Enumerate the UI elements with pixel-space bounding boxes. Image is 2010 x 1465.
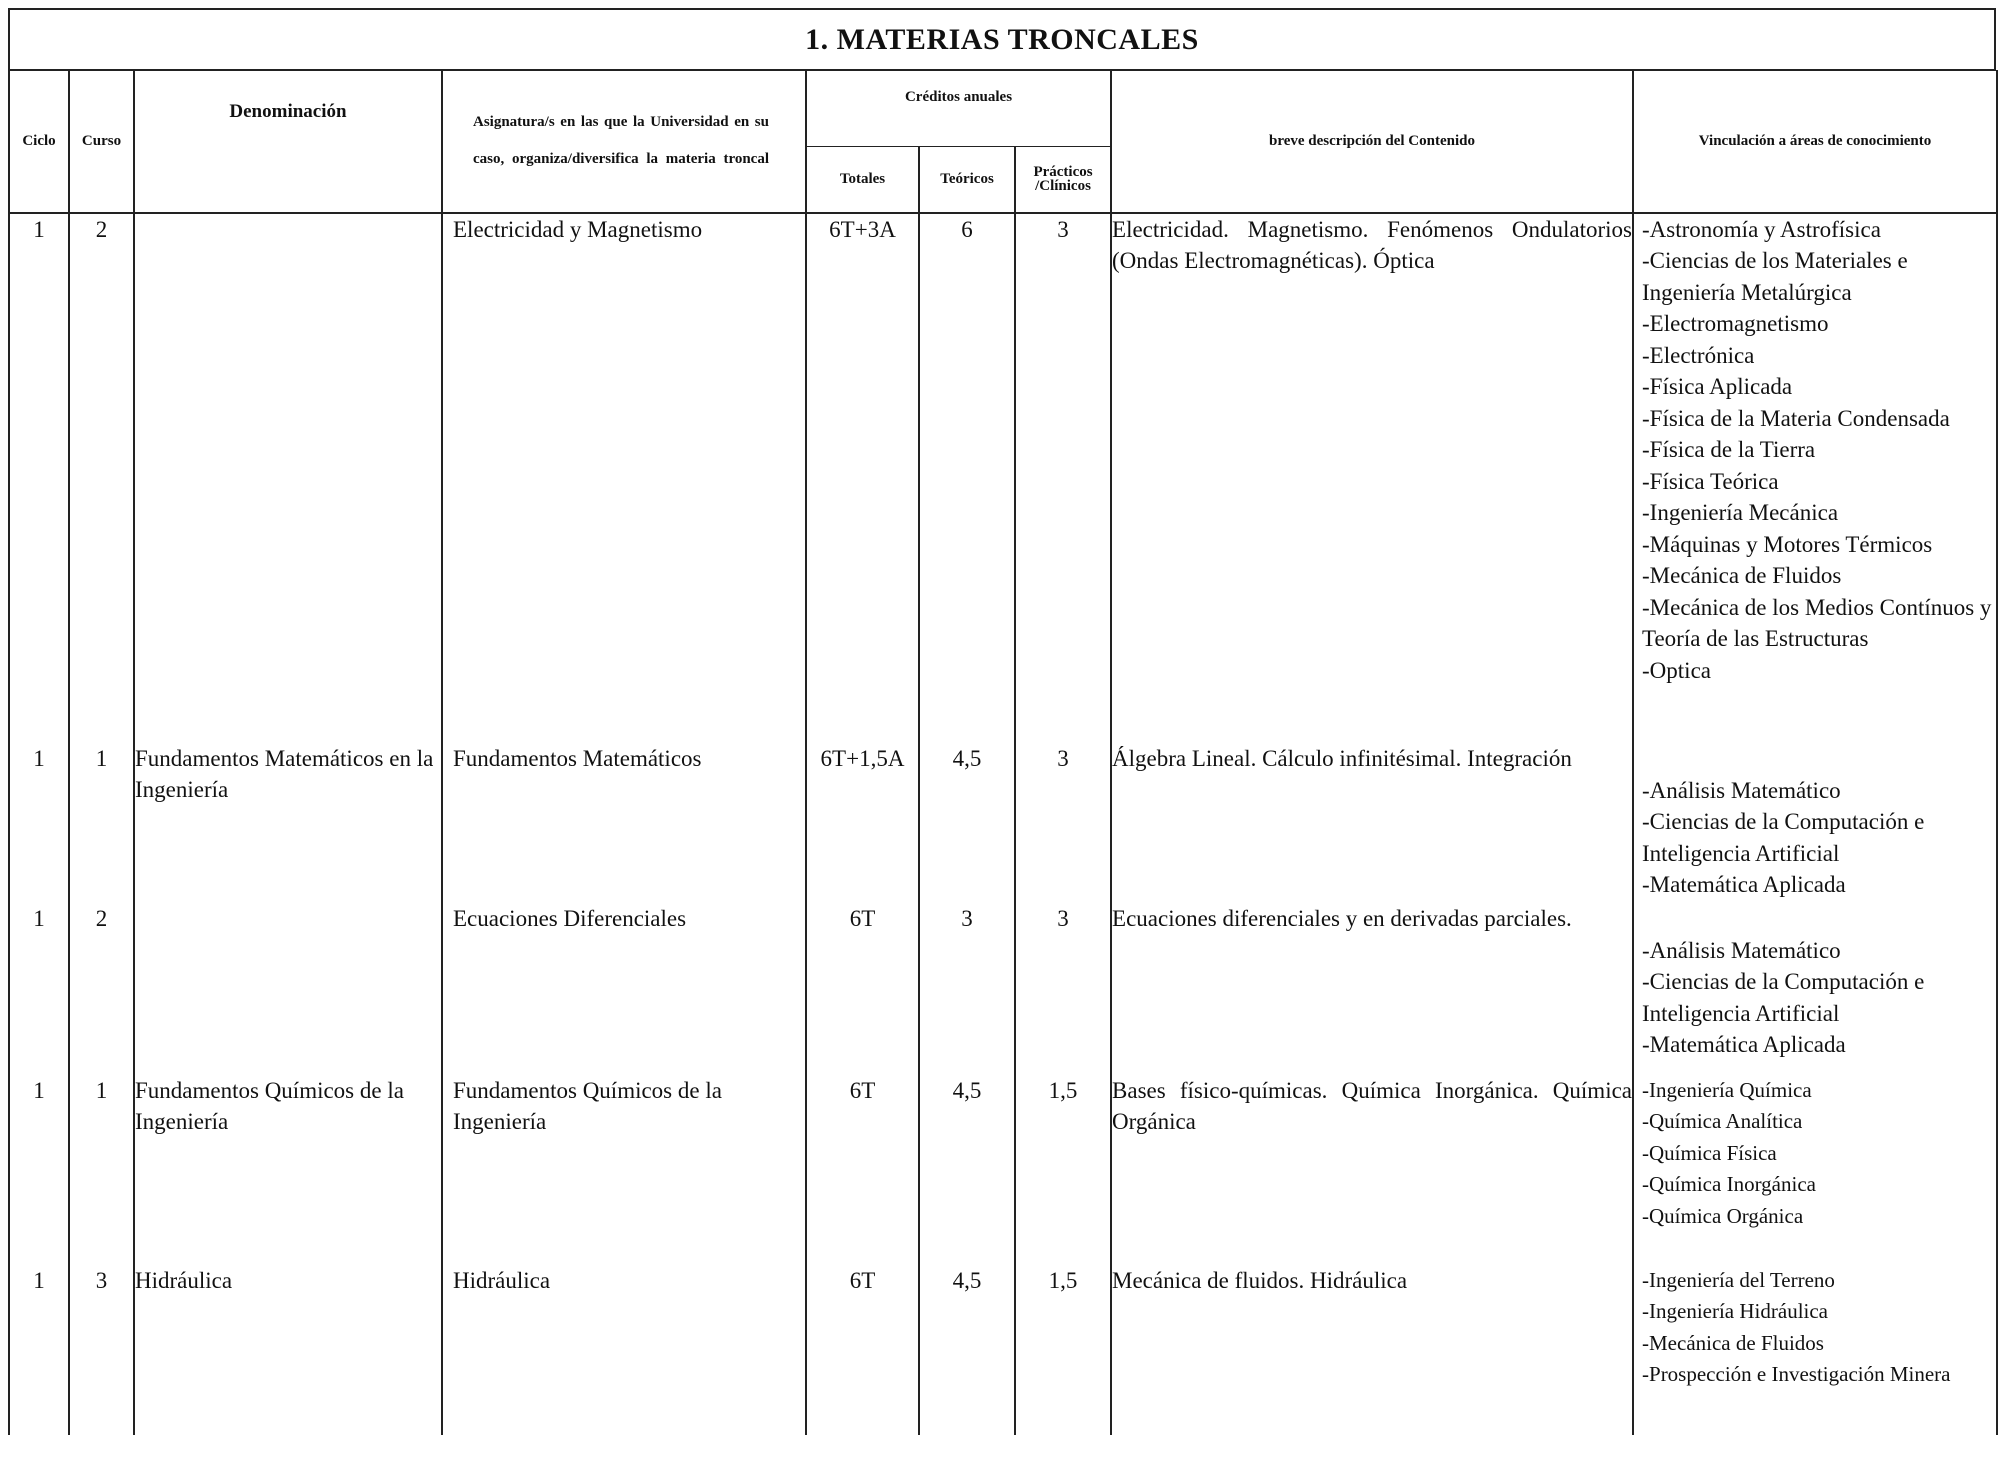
header-vinculacion: Vinculación a áreas de conocimiento: [1633, 71, 1997, 213]
cell-areas: [1633, 743, 1997, 903]
cell-practicos: 1,5: [1015, 1075, 1111, 1265]
list-item: -Ingeniería Hidráulica: [1642, 1299, 1829, 1323]
cell-practicos: 1,5: [1015, 1265, 1111, 1435]
table-row: [9, 903, 1997, 1075]
cell-practicos: 3: [1015, 903, 1111, 1075]
list-item: -Física de la Materia Condensada: [1642, 405, 1950, 431]
cell-curso: 3: [69, 1265, 134, 1435]
cell-areas: [1633, 1265, 1997, 1435]
list-item: -Física Aplicada: [1642, 374, 1793, 399]
list-item: -Química Analítica: [1642, 1109, 1803, 1133]
cell-ciclo: 1: [9, 743, 69, 903]
areas-list: [1634, 775, 1996, 901]
cell-teoricos: 6: [919, 213, 1015, 743]
list-item: -Análisis Matemático: [1642, 777, 1841, 803]
list-item: -Análisis Matemático: [1642, 937, 1841, 963]
cell-teoricos: 3: [919, 903, 1015, 1075]
cell-asignatura: Electricidad y Magnetismo: [442, 213, 806, 743]
cell-teoricos: 4,5: [919, 1075, 1015, 1265]
header-denominacion: [134, 71, 442, 213]
cell-ciclo: 1: [9, 1075, 69, 1265]
cell-ciclo: 1: [9, 903, 69, 1075]
list-item: -Ciencias de la Computación e Inteligencia Artificial: [1642, 809, 1925, 866]
list-item: -Mecánica de Fluidos: [1642, 1330, 1824, 1355]
cell-descripcion: Mecánica de fluidos. Hidráulica: [1111, 1265, 1633, 1435]
list-item: -Física de la Tierra: [1642, 437, 1816, 462]
cell-descripcion: Electricidad. Magnetismo. Fenómenos Ondulatorios (Ondas Electromagnéticas). Óptica: [1111, 213, 1633, 743]
cell-totales: 6T: [806, 1075, 919, 1265]
header-descripcion: breve descripción del Contenido: [1111, 71, 1633, 213]
cell-totales: 6T: [806, 1265, 919, 1435]
list-item: -Ingeniería Mecánica: [1642, 500, 1839, 525]
cell-teoricos: 4,5: [919, 1265, 1015, 1435]
header-denominacion-label: Denominación: [229, 101, 347, 122]
list-item: -Electrónica: [1642, 342, 1755, 368]
cell-denominacion: Hidráulica: [134, 1265, 442, 1435]
list-item: -Química Física: [1642, 1140, 1777, 1165]
cell-areas: [1633, 1075, 1997, 1265]
areas-list: [1634, 1265, 1996, 1391]
table-row: [9, 743, 1997, 903]
title-bar: [8, 8, 1996, 70]
header-totales: Totales: [806, 147, 919, 213]
table-row: [9, 213, 1997, 743]
cell-denominacion: Fundamentos Químicos de la Ingeniería: [134, 1075, 442, 1265]
list-item: -Ingeniería Química: [1642, 1077, 1812, 1102]
list-item: -Mecánica de los Medios Contínuos y Teoría de las Estructuras: [1642, 594, 1992, 651]
cell-practicos: 3: [1015, 743, 1111, 903]
list-item: -Máquinas y Motores Térmicos: [1642, 531, 1933, 557]
cell-areas: [1633, 903, 1997, 1075]
header-curso: Curso: [69, 71, 134, 213]
cell-ciclo: 1: [9, 1265, 69, 1435]
table-row: [9, 1075, 1997, 1265]
list-item: -Astronomía y Astrofísica: [1642, 216, 1881, 242]
cell-descripcion: Álgebra Lineal. Cálculo infinitésimal. Integración: [1111, 743, 1633, 903]
cell-asignatura: Ecuaciones Diferenciales: [442, 903, 806, 1075]
cell-descripcion: Ecuaciones diferenciales y en derivadas parciales.: [1111, 903, 1633, 1075]
cell-areas: [1633, 213, 1997, 743]
cell-totales: 6T+3A: [806, 213, 919, 743]
cell-denominacion: [134, 903, 442, 1075]
header-practicos: Prácticos /Clínicos: [1015, 147, 1111, 213]
cell-practicos: 3: [1015, 213, 1111, 743]
materias-table: [8, 70, 1998, 1435]
list-item: -Química Orgánica: [1642, 1203, 1804, 1228]
cell-teoricos: 4,5: [919, 743, 1015, 903]
cell-ciclo: 1: [9, 213, 69, 743]
cell-curso: 2: [69, 213, 134, 743]
cell-asignatura: Hidráulica: [442, 1265, 806, 1435]
list-item: -Ingeniería del Terreno: [1642, 1267, 1835, 1292]
cell-asignatura: Fundamentos Químicos de la Ingeniería: [442, 1075, 806, 1265]
list-item: -Optica: [1642, 657, 1711, 683]
areas-list: [1634, 214, 1996, 687]
cell-asignatura: Fundamentos Matemáticos: [442, 743, 806, 903]
cell-curso: 2: [69, 903, 134, 1075]
areas-list: [1634, 1075, 1996, 1233]
list-item: -Matemática Aplicada: [1642, 1032, 1846, 1057]
page-title: 1. MATERIAS TRONCALES: [805, 22, 1199, 56]
header-ciclo: Ciclo: [9, 71, 69, 213]
cell-totales: 6T: [806, 903, 919, 1075]
list-item: -Matemática Aplicada: [1642, 872, 1846, 897]
header-creditos: [806, 71, 1111, 147]
cell-curso: 1: [69, 743, 134, 903]
areas-list: [1634, 935, 1996, 1061]
cell-descripcion: Bases físico-químicas. Química Inorgánica. Química Orgánica: [1111, 1075, 1633, 1265]
cell-totales: 6T+1,5A: [806, 743, 919, 903]
list-item: -Ciencias de los Materiales e Ingeniería Metalúrgica: [1642, 248, 1908, 305]
header-teoricos: Teóricos: [919, 147, 1015, 213]
list-item: -Química Inorgánica: [1642, 1172, 1816, 1196]
header-creditos-label: Créditos anuales: [904, 89, 1013, 105]
cell-curso: 1: [69, 1075, 134, 1265]
table-row: [9, 1265, 1997, 1435]
list-item: -Física Teórica: [1642, 468, 1779, 494]
list-item: -Ciencias de la Computación e Inteligencia Artificial: [1642, 969, 1925, 1026]
cell-denominacion: Fundamentos Matemáticos en la Ingeniería: [134, 743, 442, 903]
cell-denominacion: [134, 213, 442, 743]
list-item: -Electromagnetismo: [1642, 311, 1829, 336]
list-item: -Mecánica de Fluidos: [1642, 563, 1842, 588]
list-item: -Prospección e Investigación Minera: [1642, 1362, 1951, 1386]
header-asignaturas: Asignatura/s en las que la Universidad en su caso, organiza/diversifica la materia troncal: [442, 71, 806, 213]
